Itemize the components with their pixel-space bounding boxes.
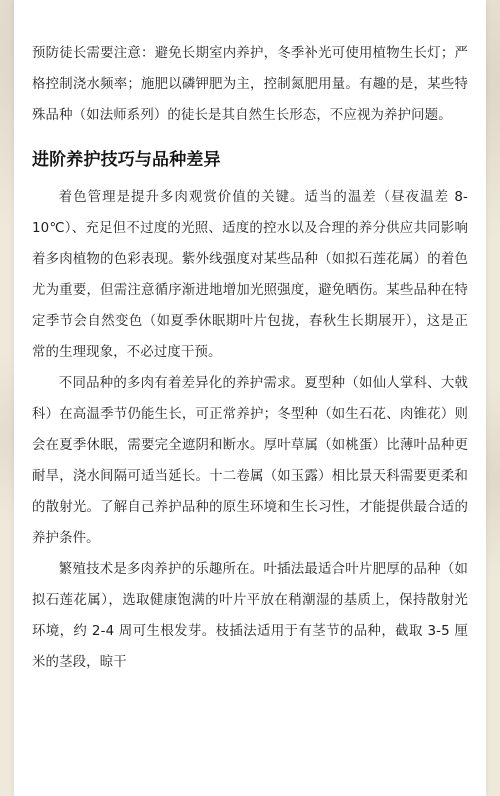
paragraph-varieties: 不同品种的多肉有着差异化的养护需求。夏型种（如仙人掌科、大戟科）在高温季节仍能生长，可正常养护；冬型种（如生石花、肉锥花）则会在夏季休眠，需要完全遮阴和断水。厚叶草属（如桃蛋）比薄叶品种更耐旱，浇水间隔可适当延长。十二卷属（如玉露）相比景天科需要更柔和的散射光。了解自己养护品种的原生环境和生长习性，才能提供最合适的养护条件。 [32,376,468,546]
paragraph-propagation: 繁殖技术是多肉养护的乐趣所在。叶插法最适合叶片肥厚的品种（如拟石莲花属），选取健康饱满的叶片平放在稍潮湿的基质上，保持散射光环境，约 2-4 周可生根发芽。枝插法适用于有茎节的品种，截取 3-5 厘米的茎段，晾干 [32,562,468,670]
article-body [32,38,468,678]
paragraph-etiolation-prevention: 预防徒长需要注意：避免长期室内养护，冬季补光可使用植物生长灯；严格控制浇水频率；施肥以磷钾肥为主，控制氮肥用量。有趣的是，某些特殊品种（如法师系列）的徒长是其自然生长形态，不应视为养护问题。 [32,46,468,123]
section-heading: 进阶养护技巧与品种差异 [32,150,221,170]
paragraph-coloring: 着色管理是提升多肉观赏价值的关键。适当的温差（昼夜温差 8-10℃）、充足但不过度的光照、适度的控水以及合理的养分供应共同影响着多肉植物的色彩表现。紫外线强度对某些品种（如拟石莲花属）的着色尤为重要，但需注意循序渐进地增加光照强度，避免晒伤。某些品种在特定季节会自然变色（如夏季休眠期叶片包拢，春秋生长期展开），这是正常的生理现象，不必过度干预。 [32,190,468,360]
